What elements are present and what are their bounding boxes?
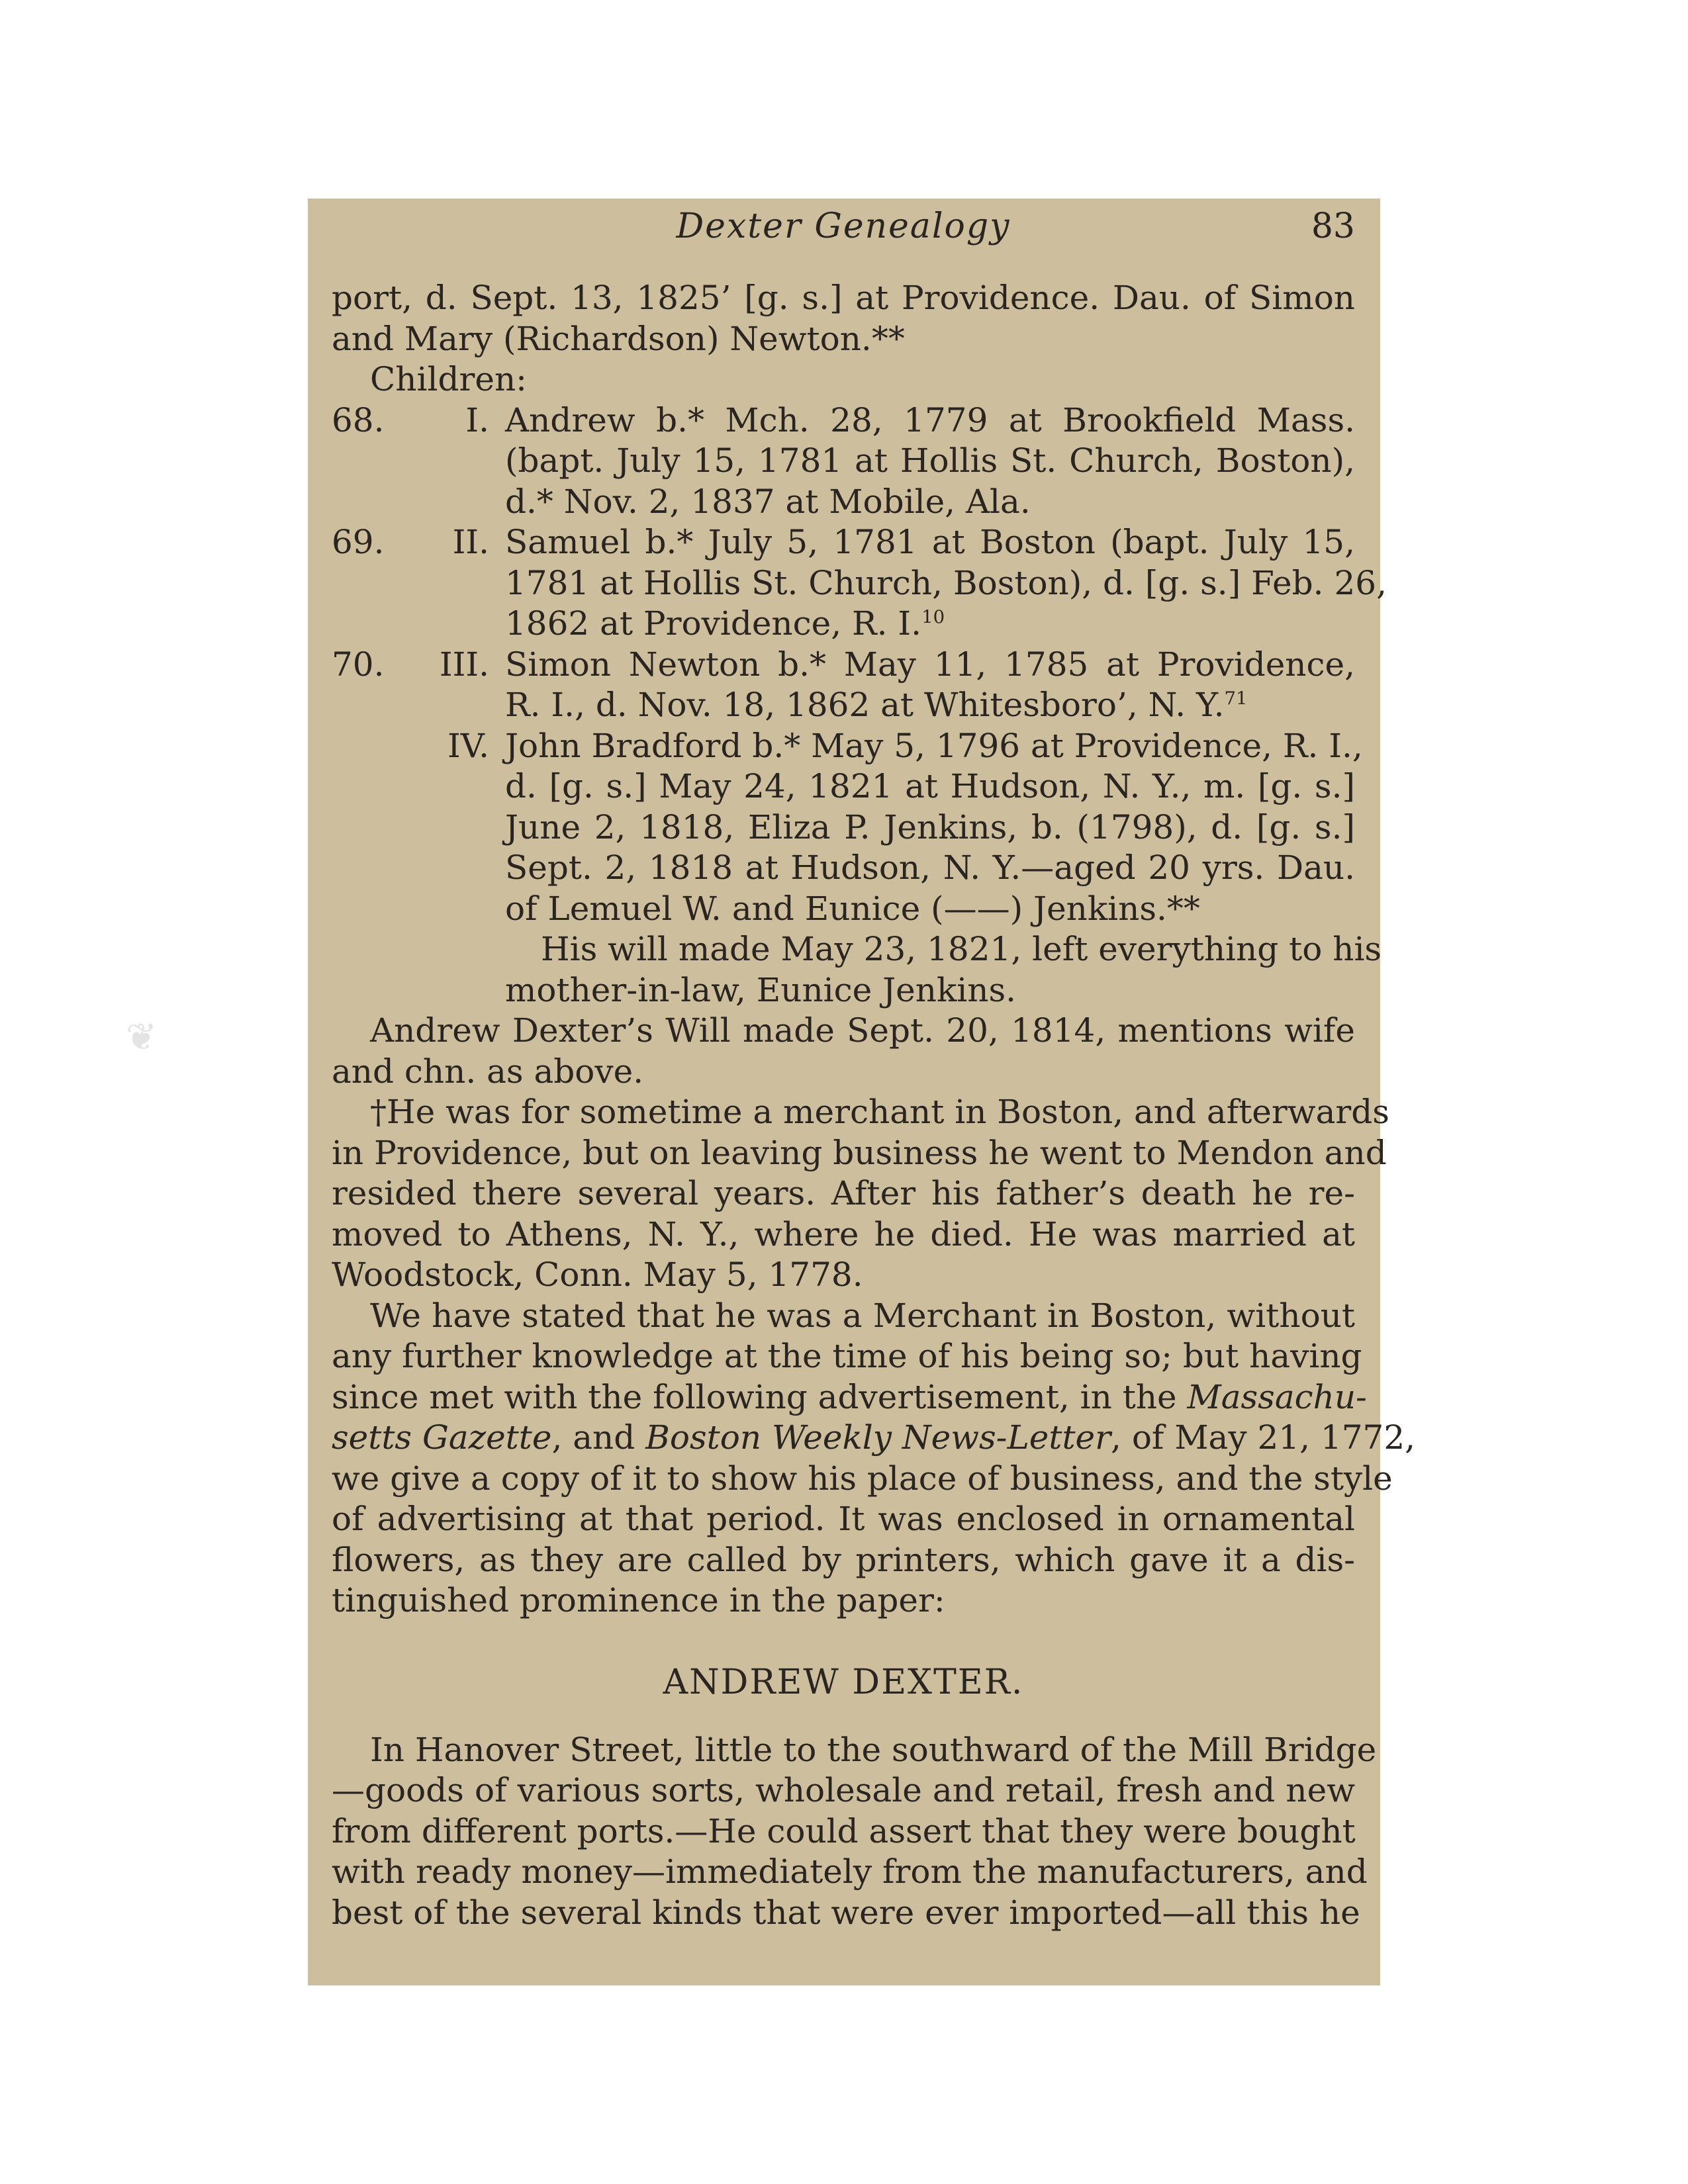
child-text: John Bradford b.* May 5, 1796 at Providence, R. I., xyxy=(505,726,1363,765)
paragraph-line: moved to Athens, N. Y., where he died. He was married at xyxy=(332,1214,1355,1253)
child-text: d. [g. s.] May 24, 1821 at Hudson, N. Y., m. [g. s.] xyxy=(505,767,1355,805)
paragraph-line: flowers, as they are called by printers, which gave it a dis- xyxy=(332,1540,1355,1579)
paragraph-text: since met with the following advertisement, in the xyxy=(332,1377,1188,1416)
child-number: 69. xyxy=(332,523,385,561)
paragraph-line: of advertising at that period. It was enclosed in ornamental xyxy=(332,1500,1355,1538)
will-text: mother-in-law, Eunice Jenkins. xyxy=(505,970,1016,1009)
running-title: Dexter Genealogy xyxy=(676,206,1011,246)
child-text: Sept. 2, 1818 at Hudson, N. Y.—aged 20 yrs. Dau. xyxy=(505,848,1355,887)
child-number xyxy=(332,726,404,767)
newspaper-title: Boston Weekly News-Letter xyxy=(645,1418,1111,1457)
paragraph-line: resided there several years. After his father’s death he re- xyxy=(332,1174,1355,1212)
paragraph-text: , of May 21, 1772, xyxy=(1111,1418,1416,1457)
child-text: Andrew b.* Mch. 28, 1779 at Brookfield Mass. xyxy=(505,400,1355,439)
child-roman: IV. xyxy=(447,726,489,765)
page-number: 83 xyxy=(1311,206,1355,246)
text-line: and Mary (Richardson) Newton.** xyxy=(332,319,905,358)
advertisement-heading: ANDREW DEXTER. xyxy=(663,1662,1024,1702)
child-roman: III. xyxy=(439,645,489,684)
paragraph-line: we give a copy of it to show his place of business, and the style xyxy=(332,1459,1393,1498)
advertisement-line: from different ports.—He could assert that they were bought xyxy=(332,1811,1356,1850)
advertisement-line: best of the several kinds that were ever imported—all this he xyxy=(332,1893,1360,1932)
paragraph-line: tinguished prominence in the paper: xyxy=(332,1581,945,1619)
child-text: d.* Nov. 2, 1837 at Mobile, Ala. xyxy=(505,482,1031,521)
child-entry xyxy=(332,726,1363,767)
child-text: Samuel b.* July 5, 1781 at Boston (bapt. July 15, xyxy=(505,523,1355,561)
leaf-icon: ❦ xyxy=(126,1016,157,1059)
child-text: R. I., d. Nov. 18, 1862 at Whitesboro’, N. Y. xyxy=(505,686,1225,724)
newspaper-title: Massachu- xyxy=(1187,1377,1367,1416)
paragraph-line: †He was for sometime a merchant in Boston, and afterwards xyxy=(370,1093,1389,1131)
child-number: 70. xyxy=(332,645,385,684)
footnote-ref: 10 xyxy=(921,606,945,628)
text-line: port, d. Sept. 13, 1825’ [g. s.] at Providence. Dau. of Simon xyxy=(332,279,1355,317)
child-text: June 2, 1818, Eliza P. Jenkins, b. (1798), d. [g. s.] xyxy=(505,807,1355,846)
paragraph-line: Woodstock, Conn. May 5, 1778. xyxy=(332,1255,863,1294)
child-entry xyxy=(332,645,1355,686)
child-text: Simon Newton b.* May 11, 1785 at Providence, xyxy=(505,645,1355,684)
paragraph-text: , and xyxy=(551,1418,646,1457)
child-roman: II. xyxy=(452,523,489,561)
paragraph-line: in Providence, but on leaving business he went to Mendon and xyxy=(332,1133,1387,1172)
book-page xyxy=(308,199,1416,1985)
page-header xyxy=(332,199,1355,278)
child-entry xyxy=(332,522,1355,563)
child-roman: I. xyxy=(465,400,489,439)
child-text: of Lemuel W. and Eunice (——) Jenkins.** xyxy=(505,889,1200,928)
child-text-line xyxy=(332,604,1355,645)
child-text: (bapt. July 15, 1781 at Hollis St. Church, Boston), xyxy=(505,441,1355,480)
children-label: Children: xyxy=(370,360,527,398)
paragraph-line xyxy=(332,1418,1416,1459)
paragraph-line: We have stated that he was a Merchant in Boston, without xyxy=(370,1296,1355,1335)
advertisement-line: In Hanover Street, little to the southward of the Mill Bridge xyxy=(370,1730,1377,1769)
child-text: 1862 at Providence, R. I. xyxy=(505,604,922,643)
will-text: His will made May 23, 1821, left everything to his xyxy=(541,930,1382,968)
advertisement-line: with ready money—immediately from the manufacturers, and xyxy=(332,1852,1368,1891)
paragraph-line: and chn. as above. xyxy=(332,1052,644,1091)
child-text-line xyxy=(332,685,1355,726)
paragraph-line: any further knowledge at the time of his being so; but having xyxy=(332,1337,1362,1375)
child-entry xyxy=(332,400,1355,441)
child-text: 1781 at Hollis St. Church, Boston), d. [g. s.] Feb. 26, xyxy=(505,563,1387,602)
paragraph-line xyxy=(332,1377,1367,1418)
newspaper-title: setts Gazette xyxy=(332,1418,552,1457)
footnote-ref: 71 xyxy=(1224,688,1248,709)
child-number: 68. xyxy=(332,400,385,439)
paragraph-line: Andrew Dexter’s Will made Sept. 20, 1814, mentions wife xyxy=(370,1011,1355,1050)
advertisement-line: —goods of various sorts, wholesale and retail, fresh and new xyxy=(332,1771,1355,1809)
